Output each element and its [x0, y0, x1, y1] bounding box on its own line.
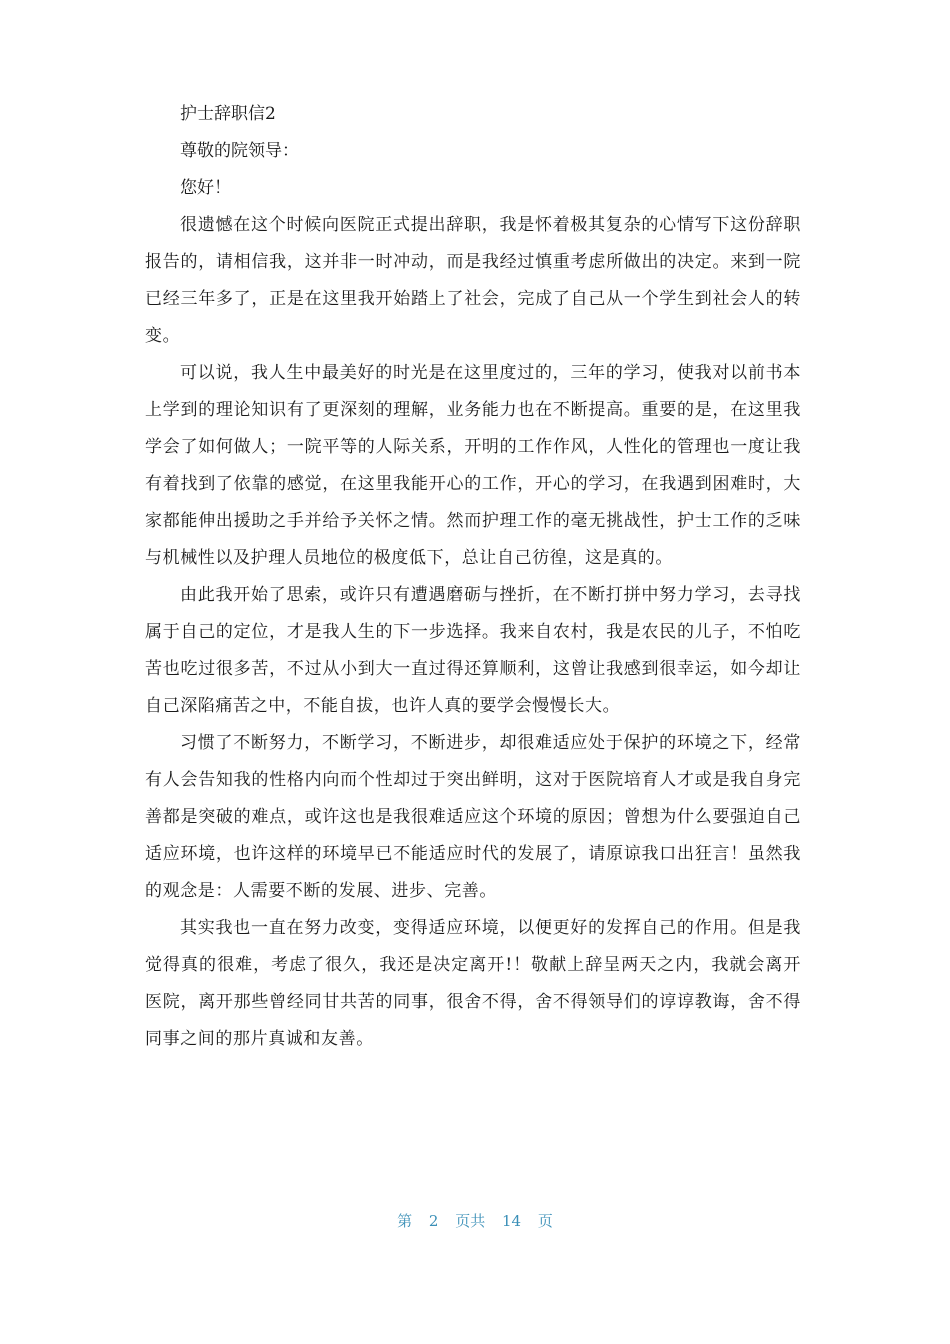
document-body: [145, 96, 801, 1058]
paragraph-5: 其实我也一直在努力改变，变得适应环境，以便更好的发挥自己的作用。但是我觉得真的很难，考虑了很久，我还是决定离开!！敬献上辞呈两天之内，我就会离开医院，离开那些曾经同甘共苦的同事，很舍不得，舍不得领导们的谆谆教诲，舍不得同事之间的那片真诚和友善。: [145, 918, 801, 1049]
footer-prefix: 第: [397, 1212, 413, 1230]
paragraph-4: 习惯了不断努力，不断学习，不断进步，却很难适应处于保护的环境之下，经常有人会告知我的性格内向而个性却过于突出鲜明，这对于医院培育人才或是我自身完善都是突破的难点，或许这也是我很难适应这个环境的原因；曾想为什么要强迫自己适应环境，也许这样的环境早已不能适应时代的发展了，请原谅我口出狂言！虽然我的观念是：人需要不断的发展、进步、完善。: [145, 733, 801, 901]
salutation: 尊敬的院领导：: [180, 141, 299, 161]
footer-total-pages: 14: [502, 1212, 522, 1230]
paragraph-3: 由此我开始了思索，或许只有遭遇磨砺与挫折，在不断打拼中努力学习，去寻找属于自己的定位，才是我人生的下一步选择。我来自农村，我是农民的儿子，不怕吃苦也吃过很多苦，不过从小到大一直过得还算顺利，这曾让我感到很幸运，如今却让自己深陷痛苦之中，不能自拔，也许人真的要学会慢慢长大。: [145, 585, 801, 716]
greeting: 您好！: [180, 178, 231, 198]
document-title: 护士辞职信2: [180, 104, 276, 124]
footer-middle: 页共: [455, 1212, 486, 1230]
footer-suffix: 页: [537, 1212, 553, 1230]
page-number-footer: [0, 1210, 950, 1231]
paragraph-2: 可以说，我人生中最美好的时光是在这里度过的，三年的学习，使我对以前书本上学到的理论知识有了更深刻的理解，业务能力也在不断提高。重要的是，在这里我学会了如何做人；一院平等的人际关系，开明的工作作风，人性化的管理也一度让我有着找到了依靠的感觉，在这里我能开心的工作，开心的学习，在我遇到困难时，大家都能伸出援助之手并给予关怀之情。然而护理工作的毫无挑战性，护士工作的乏味与机械性以及护理人员地位的极度低下，总让自己彷徨，这是真的。: [145, 363, 801, 568]
footer-current-page: 2: [428, 1212, 439, 1230]
paragraph-1: 很遗憾在这个时候向医院正式提出辞职，我是怀着极其复杂的心情写下这份辞职报告的，请相信我，这并非一时冲动，而是我经过慎重考虑所做出的决定。来到一院已经三年多了，正是在这里我开始踏上了社会，完成了自己从一个学生到社会人的转变。: [145, 215, 801, 346]
